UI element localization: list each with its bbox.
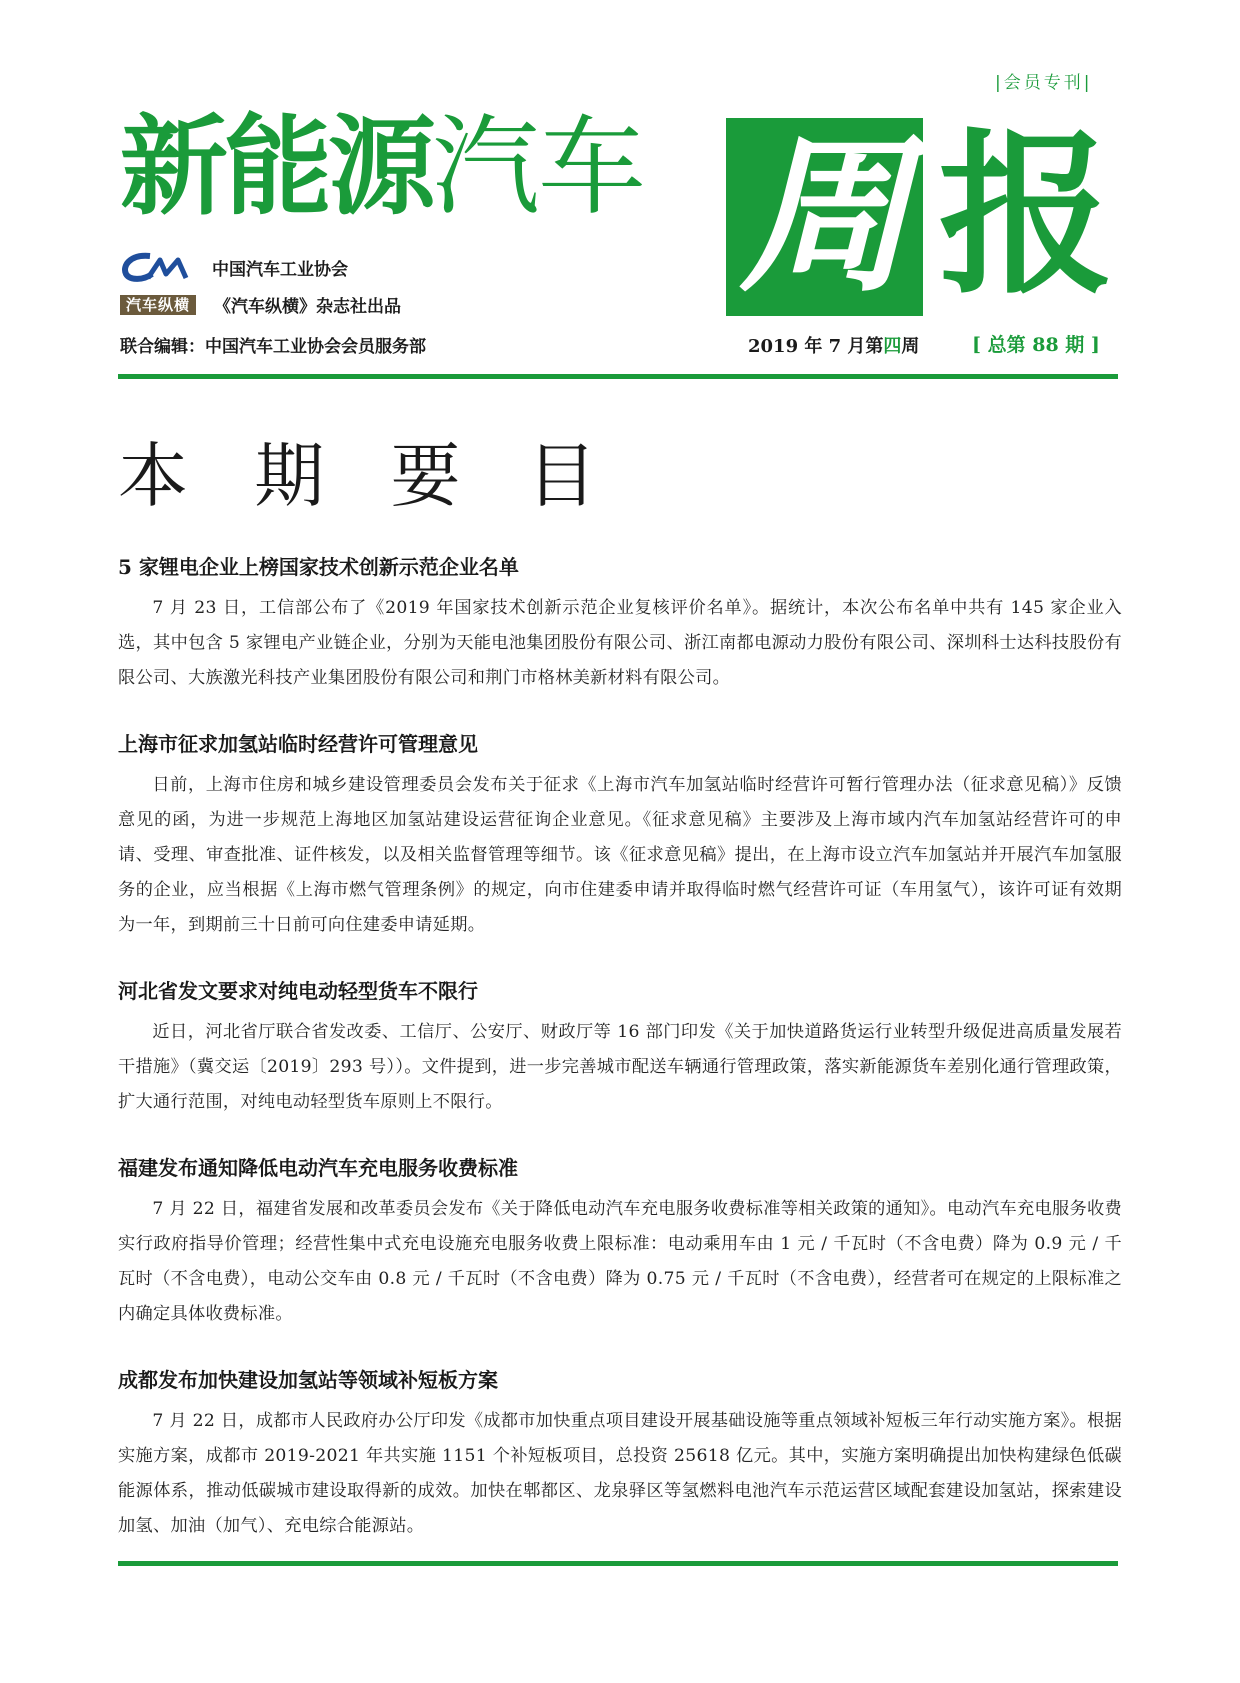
toc-title: 本 期 要 目 xyxy=(118,435,619,517)
footer-divider xyxy=(118,1561,1118,1566)
title-qiche: 汽车 xyxy=(432,105,645,230)
qczh-logo-icon: 汽车纵横 xyxy=(120,295,196,315)
publisher-caam-name: 中国汽车工业协会 xyxy=(212,259,348,280)
issue-date-suffix: 周 xyxy=(901,336,920,357)
masthead-title xyxy=(120,105,645,230)
article-list xyxy=(118,553,1122,1578)
article-title: 上海市征求加氢站临时经营许可管理意见 xyxy=(118,732,478,756)
publisher-caam xyxy=(120,252,348,282)
caam-logo-icon xyxy=(120,252,194,282)
article-body: 7 月 22 日，成都市人民政府办公厅印发《成都市加快重点项目建设开展基础设施等重点领域补短板三年行动实施方案》。根据实施方案，成都市 2019-2021 年共实施 1151 个补短板项目，总投资 25618 亿元。其中，实施方案明确提出加快构建绿色低碳能源体系，推动低碳城市建设取得新的成效。加快在郫都区、龙泉驿区等氢燃料电池汽车示范运营区域配套建设加氢站，探索建设加氢、加油（加气）、充电综合能源站。 xyxy=(118,1411,1122,1536)
article-body: 日前，上海市住房和城乡建设管理委员会发布关于征求《上海市汽车加氢站临时经营许可暂行管理办法（征求意见稿）》反馈意见的函，为进一步规范上海地区加氢站建设运营征询企业意见。《征求意见稿》主要涉及上海市域内汽车加氢站经营许可的申请、受理、审查批准、证件核发，以及相关监督管理等细节。该《征求意见稿》提出，在上海市设立汽车加氢站并开展汽车加氢服务的企业，应当根据《上海市燃气管理条例》的规定，向市住建委申请并取得临时燃气经营许可证（车用氢气），该许可证有效期为一年，到期前三十日前可向住建委申请延期。 xyxy=(118,775,1122,935)
joint-editor: 联合编辑：中国汽车工业协会会员服务部 xyxy=(120,337,426,357)
publisher-qczh-name: 《汽车纵横》杂志社出品 xyxy=(214,297,401,317)
article-item xyxy=(118,730,1122,943)
issue-date xyxy=(748,332,919,358)
article-title: 5 家锂电企业上榜国家技术创新示范企业名单 xyxy=(118,555,519,579)
article-body: 近日，河北省厅联合省发改委、工信厅、公安厅、财政厅等 16 部门印发《关于加快道路货运行业转型升级促进高质量发展若干措施》（冀交运〔2019〕293 号））。文件提到，进一步完善城市配送车辆通行管理政策，落实新能源货车差别化通行管理政策，扩大通行范围，对纯电动轻型货车原则上不限行。 xyxy=(118,1022,1122,1112)
header-divider xyxy=(118,374,1118,379)
article-item xyxy=(118,1154,1122,1332)
issue-date-week: 四 xyxy=(883,336,902,357)
article-item xyxy=(118,1366,1122,1544)
member-edition-tag: |会员专刊| xyxy=(995,73,1093,93)
article-title: 福建发布通知降低电动汽车充电服务收费标准 xyxy=(118,1156,518,1180)
title-zhou-box: 周 xyxy=(726,118,923,316)
article-title: 成都发布加快建设加氢站等领域补短板方案 xyxy=(118,1368,498,1392)
article-title: 河北省发文要求对纯电动轻型货车不限行 xyxy=(118,979,478,1003)
publisher-qczh xyxy=(120,292,401,317)
caam-logo-text: CAAM xyxy=(120,252,124,253)
article-body: 7 月 23 日，工信部公布了《2019 年国家技术创新示范企业复核评价名单》。据统计，本次公布名单中共有 145 家企业入选，其中包含 5 家锂电产业链企业，分别为天能电池集团股份有限公司、浙江南都电源动力股份有限公司、深圳科士达科技股份有限公司、大族激光科技产业集团股份有限公司和荆门市格林美新材料有限公司。 xyxy=(118,598,1122,688)
article-body: 7 月 22 日，福建省发展和改革委员会发布《关于降低电动汽车充电服务收费标准等相关政策的通知》。电动汽车充电服务收费实行政府指导价管理；经营性集中式充电设施充电服务收费上限标准：电动乘用车由 1 元 / 千瓦时（不含电费）降为 0.9 元 / 千瓦时（不含电费），电动公交车由 0.8 元 / 千瓦时（不含电费）降为 0.75 元 / 千瓦时（不含电费），经营者可在规定的上限标准之内确定具体收费标准。 xyxy=(118,1199,1122,1324)
issue-number: [ 总第 88 期 ] xyxy=(972,334,1100,356)
title-xinnengyuan: 新能源 xyxy=(120,105,433,230)
issue-date-prefix: 2019 年 7 月第 xyxy=(748,336,884,357)
article-item xyxy=(118,977,1122,1120)
title-bao: 报 xyxy=(938,115,1114,318)
article-item xyxy=(118,553,1122,696)
